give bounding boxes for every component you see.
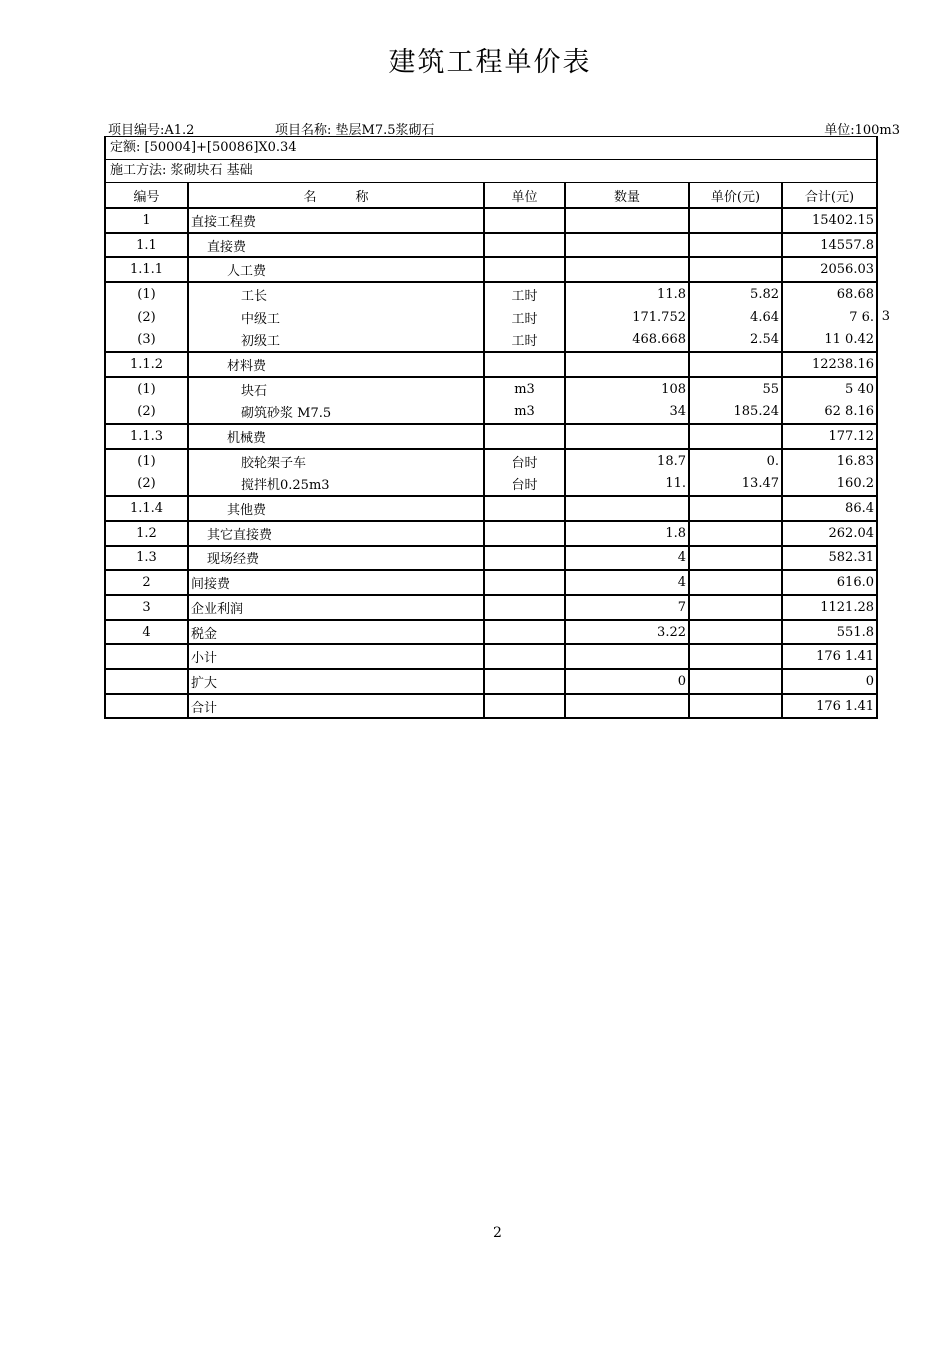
row-number: (2) (137, 309, 156, 325)
row-quantity: 4 (565, 546, 689, 571)
row-name: 胶轮架子车 (188, 449, 484, 473)
col-total: 合计(元) (782, 183, 876, 208)
row-unit (484, 208, 565, 233)
row-name: 直接费 (188, 233, 484, 258)
row-unit-price (689, 424, 782, 449)
row-unit (484, 669, 565, 694)
row-unit-price (689, 570, 782, 595)
row-quantity (565, 424, 689, 449)
row-unit (484, 570, 565, 595)
row-name: 机械费 (188, 424, 484, 449)
row-name: 企业利润 (188, 595, 484, 620)
table-row (106, 669, 876, 694)
row-quantity: 11.8 (565, 282, 689, 306)
table-row (106, 644, 876, 669)
table-row (106, 521, 876, 546)
row-number: 4 (106, 620, 188, 645)
row-unit-price (689, 694, 782, 719)
row-number (106, 694, 188, 719)
row-unit-price: 5.82 (689, 282, 782, 306)
row-unit (484, 521, 565, 546)
row-quantity: 0 (565, 669, 689, 694)
row-quantity: 4 (565, 570, 689, 595)
row-total: 176 1.41 (782, 644, 876, 669)
table-row (106, 570, 876, 595)
row-name: 现场经费 (188, 546, 484, 571)
row-number: 2 (106, 570, 188, 595)
row-name: 块石 (188, 377, 484, 401)
project-number: 项目编号:A1.2 (108, 123, 195, 138)
row-number: (2) (106, 473, 188, 497)
row-unit (484, 352, 565, 377)
row-name: 砌筑砂浆 M7.5 (188, 401, 484, 425)
row-quantity: 171.752 (565, 306, 689, 329)
row-unit-price (689, 595, 782, 620)
row-unit-price (689, 644, 782, 669)
row-quantity (565, 694, 689, 719)
col-unit: 单位 (484, 183, 565, 208)
table-row (106, 328, 876, 352)
table-row (106, 694, 876, 719)
col-name: 名 称 (188, 183, 484, 208)
row-quantity (565, 644, 689, 669)
col-price: 单价(元) (689, 183, 782, 208)
row-quantity (565, 233, 689, 258)
row-unit (484, 694, 565, 719)
row-total: 12238.16 (782, 352, 876, 377)
row-unit: m3 (484, 377, 565, 401)
row-quantity (565, 496, 689, 521)
row-unit: m3 (484, 401, 565, 425)
row-name: 人工费 (188, 257, 484, 282)
row-unit: 工时 (484, 328, 565, 352)
row-total: 68.68 (782, 282, 876, 306)
row-name: 合计 (188, 694, 484, 719)
row-name: 搅拌机0.25m3 (188, 473, 484, 497)
row-quantity: 468.668 (565, 328, 689, 352)
row-unit-price (689, 208, 782, 233)
table-row (106, 233, 876, 258)
row-unit-price (689, 669, 782, 694)
row-quantity: 7 (565, 595, 689, 620)
row-total: 14557.8 (782, 233, 876, 258)
row-unit-price (689, 521, 782, 546)
row-unit: 工时 (484, 282, 565, 306)
row-total: 62 8.16 (782, 401, 876, 425)
table-row (106, 208, 876, 233)
row-total: 16.83 (782, 449, 876, 473)
table-row (106, 496, 876, 521)
row-unit-price (689, 352, 782, 377)
row-unit (484, 620, 565, 645)
row-total: 176 1.41 (782, 694, 876, 719)
row-unit-price: 55 (689, 377, 782, 401)
row-total: 177.12 (782, 424, 876, 449)
row-number: 1 (106, 208, 188, 233)
method-row: 施工方法: 浆砌块石 基础 (106, 160, 876, 183)
row-number: 1.1.1 (106, 257, 188, 282)
row-unit (484, 546, 565, 571)
row-quantity (565, 208, 689, 233)
row-number: (2) (106, 401, 188, 425)
row-unit: 工时 (484, 306, 565, 329)
row-total-overflow: 3 (881, 308, 890, 324)
row-quantity: 18.7 (565, 449, 689, 473)
row-unit: 台时 (484, 449, 565, 473)
row-name: 扩大 (188, 669, 484, 694)
row-unit (484, 257, 565, 282)
table-row (106, 401, 876, 425)
table-row (106, 352, 876, 377)
project-name: 项目名称: 垫层M7.5浆砌石 (275, 123, 435, 138)
quota-row: 定额: [50004]+[50086]X0.34 (106, 137, 876, 160)
table-row (106, 449, 876, 473)
row-unit-price: 13.47 (689, 473, 782, 497)
table-row (106, 546, 876, 571)
row-unit-price: 2.54 (689, 328, 782, 352)
table-row (106, 595, 876, 620)
row-number (106, 669, 188, 694)
row-number: (1) (137, 381, 156, 397)
row-unit-price: 0. (689, 449, 782, 473)
row-total: 86.4 (782, 496, 876, 521)
row-total: 262.04 (782, 521, 876, 546)
page-title: 建筑工程单价表 (388, 47, 592, 78)
row-total: 616.0 (782, 570, 876, 595)
row-unit (484, 233, 565, 258)
row-unit-price (689, 546, 782, 571)
row-name: 其他费 (188, 496, 484, 521)
row-unit-price: 185.24 (689, 401, 782, 425)
table-row (106, 306, 876, 329)
row-total: 15402.15 (782, 208, 876, 233)
row-quantity: 3.22 (565, 620, 689, 645)
row-unit (484, 424, 565, 449)
row-unit-price (689, 496, 782, 521)
row-number: 3 (106, 595, 188, 620)
row-number: 1.2 (106, 521, 188, 546)
row-unit (484, 496, 565, 521)
row-number: (3) (106, 328, 188, 352)
row-number: 1.3 (106, 546, 188, 571)
row-quantity: 34 (565, 401, 689, 425)
row-unit-price: 4.64 (689, 306, 782, 329)
row-name: 材料费 (188, 352, 484, 377)
row-unit: 台时 (484, 473, 565, 497)
row-total: 5 40 (782, 377, 876, 401)
row-number: 1.1.2 (106, 352, 188, 377)
table-row (106, 424, 876, 449)
row-quantity (565, 257, 689, 282)
row-unit (484, 595, 565, 620)
table-row (106, 620, 876, 645)
row-unit-price (689, 233, 782, 258)
row-name: 中级工 (188, 306, 484, 329)
table-header (106, 183, 876, 208)
unit-price-table (106, 183, 890, 719)
table-row (106, 377, 876, 401)
row-number: 1.1 (106, 233, 188, 258)
row-number: 1.1.4 (106, 496, 188, 521)
row-quantity (565, 352, 689, 377)
row-name: 直接工程费 (188, 208, 484, 233)
row-number: (1) (137, 286, 156, 302)
row-unit (484, 644, 565, 669)
page-number: 2 (493, 1225, 502, 1241)
row-name: 税金 (188, 620, 484, 645)
row-number (106, 644, 188, 669)
row-unit-price (689, 620, 782, 645)
row-total: 582.31 (782, 546, 876, 571)
row-total: 2056.03 (782, 257, 876, 282)
unit-price-sheet (104, 136, 890, 719)
table-row (106, 473, 876, 497)
row-quantity: 1.8 (565, 521, 689, 546)
row-total: 1121.28 (782, 595, 876, 620)
row-name: 其它直接费 (188, 521, 484, 546)
row-total: 551.8 (782, 620, 876, 645)
row-unit-price (689, 257, 782, 282)
row-quantity: 11. (565, 473, 689, 497)
row-name: 小计 (188, 644, 484, 669)
table-row (106, 282, 876, 306)
table-row (106, 257, 876, 282)
col-no: 编号 (106, 183, 188, 208)
row-number: 1.1.3 (106, 424, 188, 449)
col-qty: 数量 (565, 183, 689, 208)
row-quantity: 108 (565, 377, 689, 401)
unit-label: 单位:100m3 (824, 123, 900, 138)
row-name: 初级工 (188, 328, 484, 352)
row-total: 0 (782, 669, 876, 694)
row-name: 工长 (188, 282, 484, 306)
project-meta (108, 119, 900, 137)
row-total: 7 6. 3 (782, 306, 876, 329)
row-total: 160.2 (782, 473, 876, 497)
row-name: 间接费 (188, 570, 484, 595)
row-total: 11 0.42 (782, 328, 876, 352)
row-number: (1) (137, 453, 156, 469)
